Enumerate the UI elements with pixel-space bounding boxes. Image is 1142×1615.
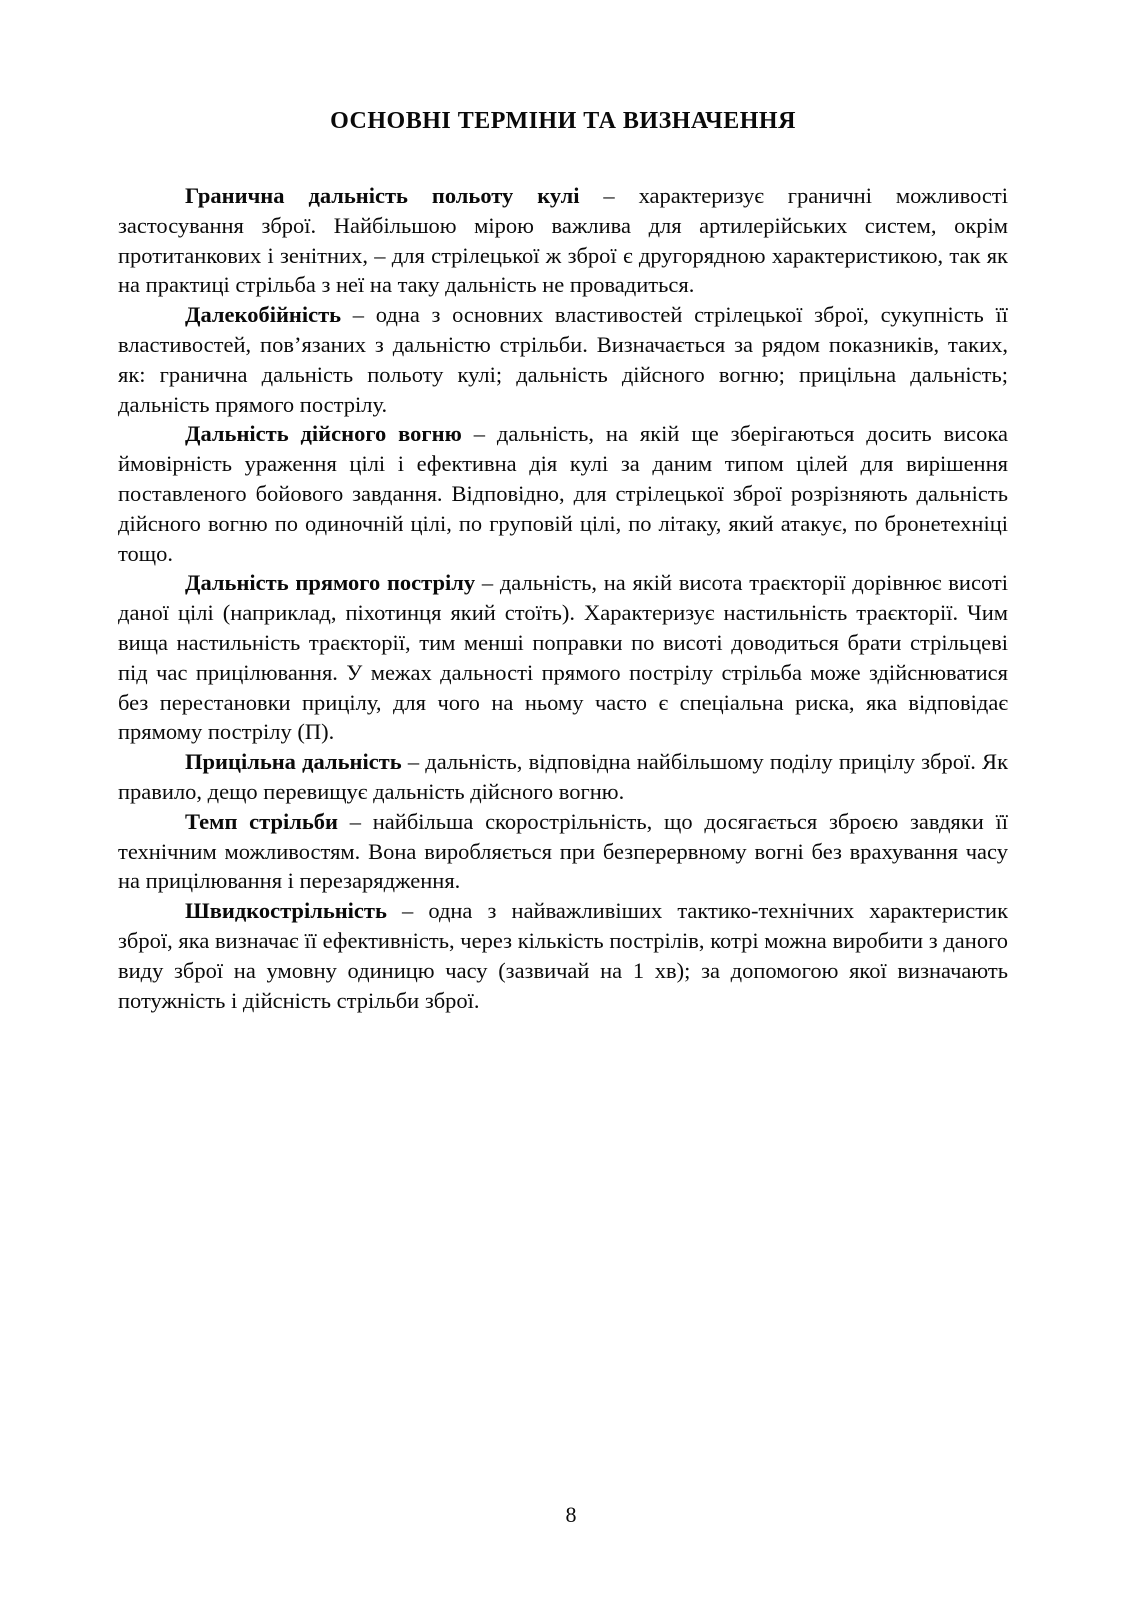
page-number: 8 [565,1502,577,1527]
term-definition: – дальність, на якій висота траєкторії дорівнює висоті даної цілі (наприклад, піхотинця який стоїть). Характеризує настильність траєкторії. Чим вища настильність траєкторії, тим менші поправки по висоті доводиться брати стрільцеві під час прицілювання. У межах дальності прямого пострілу стрільба може здійснюватися без перестановки прицілу, для чого на ньому часто є спеціальна риска, яка відповідає прямому пострілу (П). [118,570,1008,745]
paragraph-dalekobiinist [118,300,1008,419]
term-definition: – дальність, на якій ще зберігаються досить висока ймовірність ураження цілі і ефективна дія кулі за даним типом цілей для вирішення поставленого бойового завдання. Відповідно, для стрілецької зброї розрізняють дальність дійсного вогню по одиночній цілі, по груповій цілі, по літаку, який атакує, по бронетехніці тощо. [118,421,1008,566]
paragraph-dalnist-priamoho-postrilu [118,568,1008,747]
paragraph-shvydkostrilnist [118,896,1008,1015]
paragraph-dalnist-diisnoho-vohniu [118,419,1008,568]
term-label: Темп стрільби [185,808,338,834]
term-label: Дальність прямого пострілу [185,570,476,596]
paragraph-temp-strilby [118,807,1008,896]
page-title: ОСНОВНІ ТЕРМІНИ ТА ВИЗНАЧЕННЯ [330,108,796,134]
term-definition: – одна з основних властивостей стрілецької зброї, сукупність її властивостей, пов’язаних з дальністю стрільби. Визначається за рядом показників, таких, як: гранична дальність польоту кулі; дальність дійсного вогню; прицільна дальність; дальність прямого пострілу. [118,302,1008,417]
term-label: Прицільна дальність [185,749,402,775]
term-definition: – дальність, відповідна найбільшому поділу прицілу зброї. Як правило, дещо перевищує дальність дійсного вогню. [118,749,1008,804]
term-label: Дальність дійсного вогню [185,421,462,447]
paragraph-prytsilna-dalnist [118,747,1008,807]
term-definition: – найбільша скорострільність, що досягається зброєю завдяки її технічним можливостям. Вона виробляється при безперервному вогні без врахування часу на прицілювання і перезарядження. [118,808,1008,894]
document-content [118,108,1008,1015]
term-label: Далекобійність [185,302,342,328]
term-definition: – одна з найважливіших тактико-технічних характеристик зброї, яка визначає її ефективність, через кількість пострілів, котрі можна виробити з даного виду зброї на умовну одиницю часу (зазвичай на 1 хв); за допомогою якої визначають потужність і дійсність стрільби зброї. [118,898,1008,1013]
term-label: Швидкострільність [185,898,387,924]
term-label: Гранична дальність польоту кулі [185,183,580,208]
paragraph-granychna-dalnist [118,181,1008,300]
term-definition: – характеризує граничні можливості застосування зброї. Найбільшою мірою важлива для артилерійських систем, окрім протитанкових і зенітних, – для стрілецької ж зброї є другорядною характеристикою, так як на практиці стрільба з неї на таку дальність не провадиться. [118,183,1008,298]
